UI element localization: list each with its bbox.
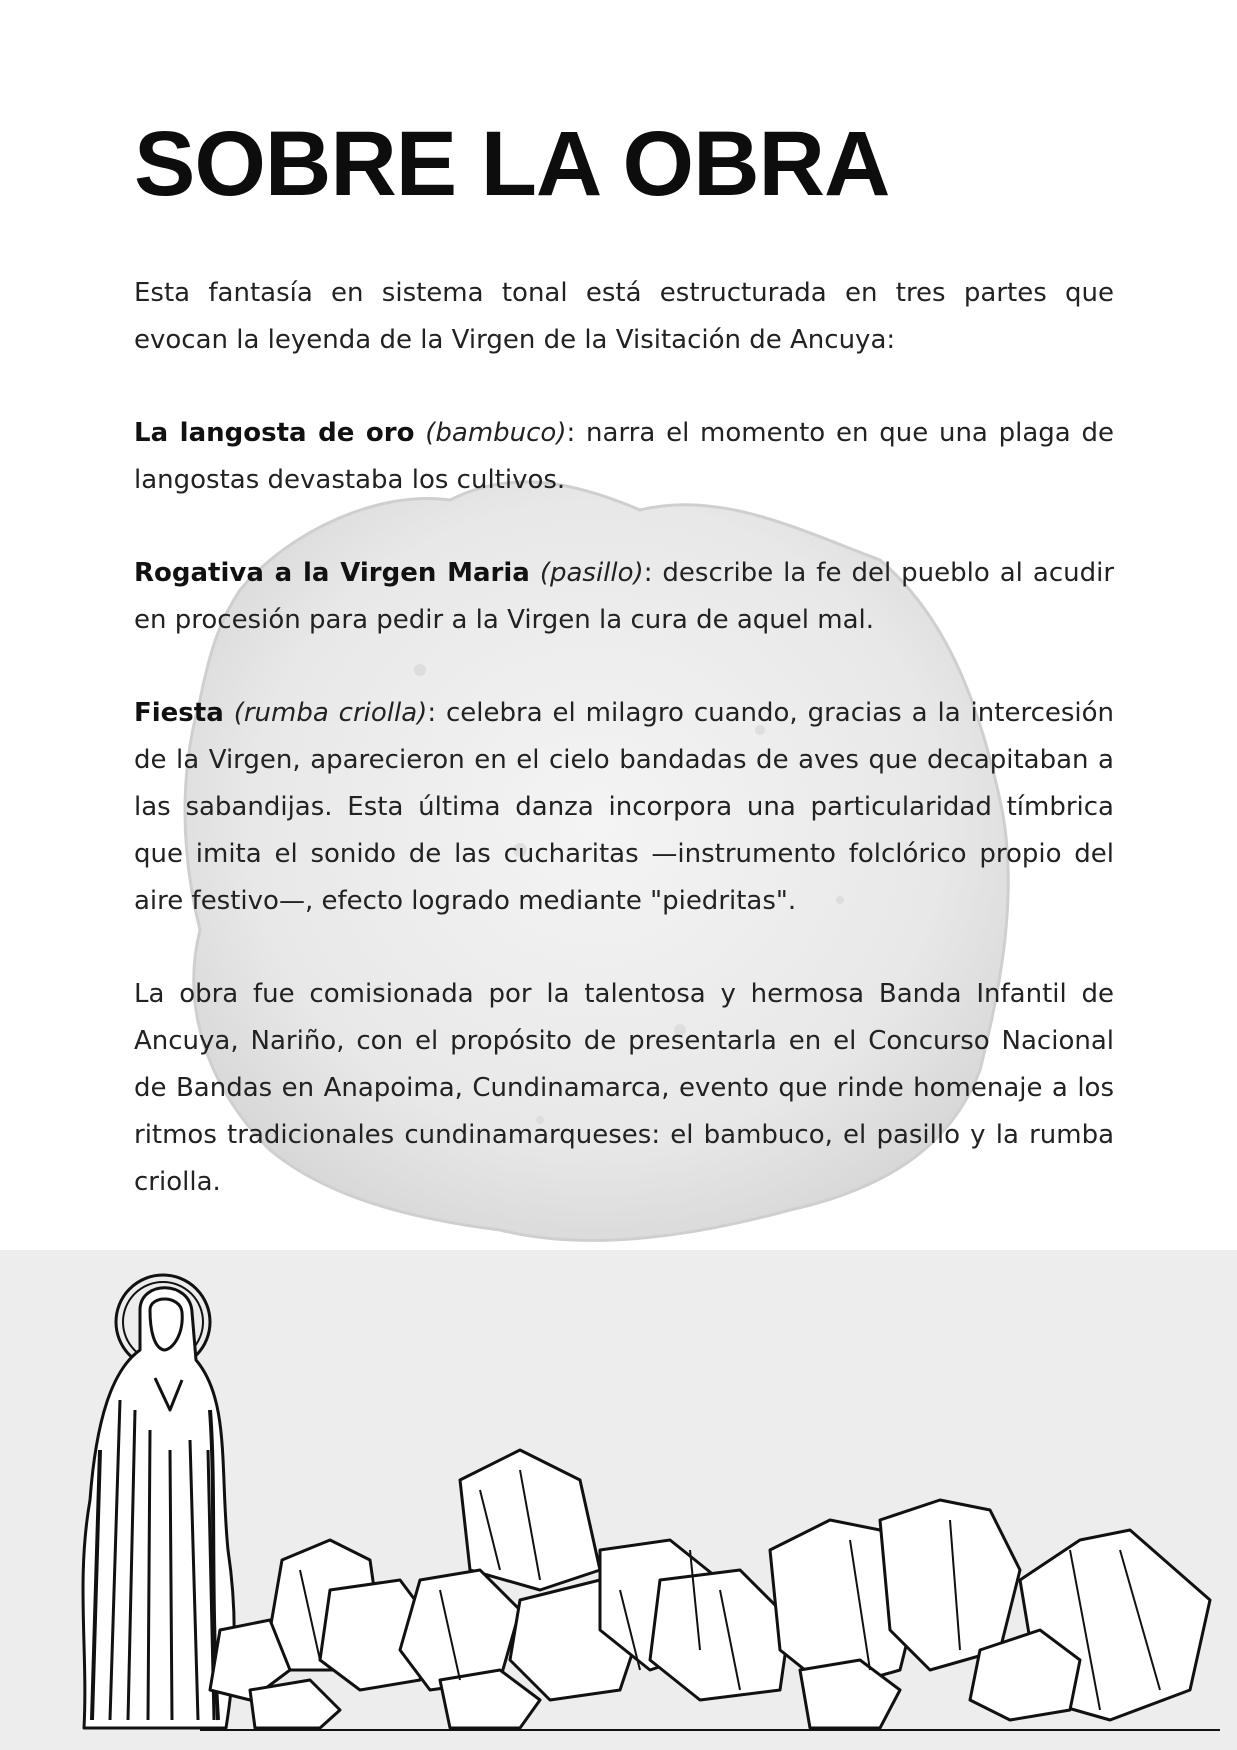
body-text [134,270,1114,1252]
section-title: Rogativa a la Virgen Maria [134,558,530,588]
section-paragraph-2 [134,550,1114,644]
page-title: SOBRE LA OBRA [134,113,890,215]
section-description: : narra el momento en que una plaga de langostas devastaba los cultivos. [134,418,1114,495]
section-paragraph-3 [134,690,1114,925]
rocks-illustration [200,1450,1220,1730]
section-genre: (rumba criolla) [233,698,428,728]
section-paragraph-1 [134,410,1114,504]
section-title: La langosta de oro [134,418,415,448]
virgin-mary-illustration [83,1275,234,1728]
footer-illustration-band [0,1250,1237,1750]
intro-paragraph: Esta fantasía en sistema tonal está estructurada en tres partes que evocan la leyenda de la Virgen de la Visitación de Ancuya: [134,278,1114,355]
section-genre: (pasillo) [539,558,644,588]
closing-paragraph: La obra fue comisionada por la talentosa y hermosa Banda Infantil de Ancuya, Nariño, con el propósito de presentarla en el Concurso Nacional de Bandas en Anapoima, Cundinamarca, evento que rinde homenaje a los ritmos tradicionales cundinamarqueses: el bambuco, el pasillo y la rumba criolla. [134,979,1114,1197]
section-description: : celebra el milagro cuando, gracias a la intercesión de la Virgen, aparecieron en el cielo bandadas de aves que decapitaban a las sabandijas. Esta última danza incorpora una particularidad tímbrica que imita el sonido de las cucharitas —instrumento folclórico propio del aire festivo—, efecto logrado mediante "piedritas". [134,698,1115,916]
section-title: Fiesta [134,698,224,728]
section-genre: (bambuco) [425,418,567,448]
section-description: : describe la fe del pueblo al acudir en procesión para pedir a la Virgen la cura de aquel mal. [134,558,1115,635]
